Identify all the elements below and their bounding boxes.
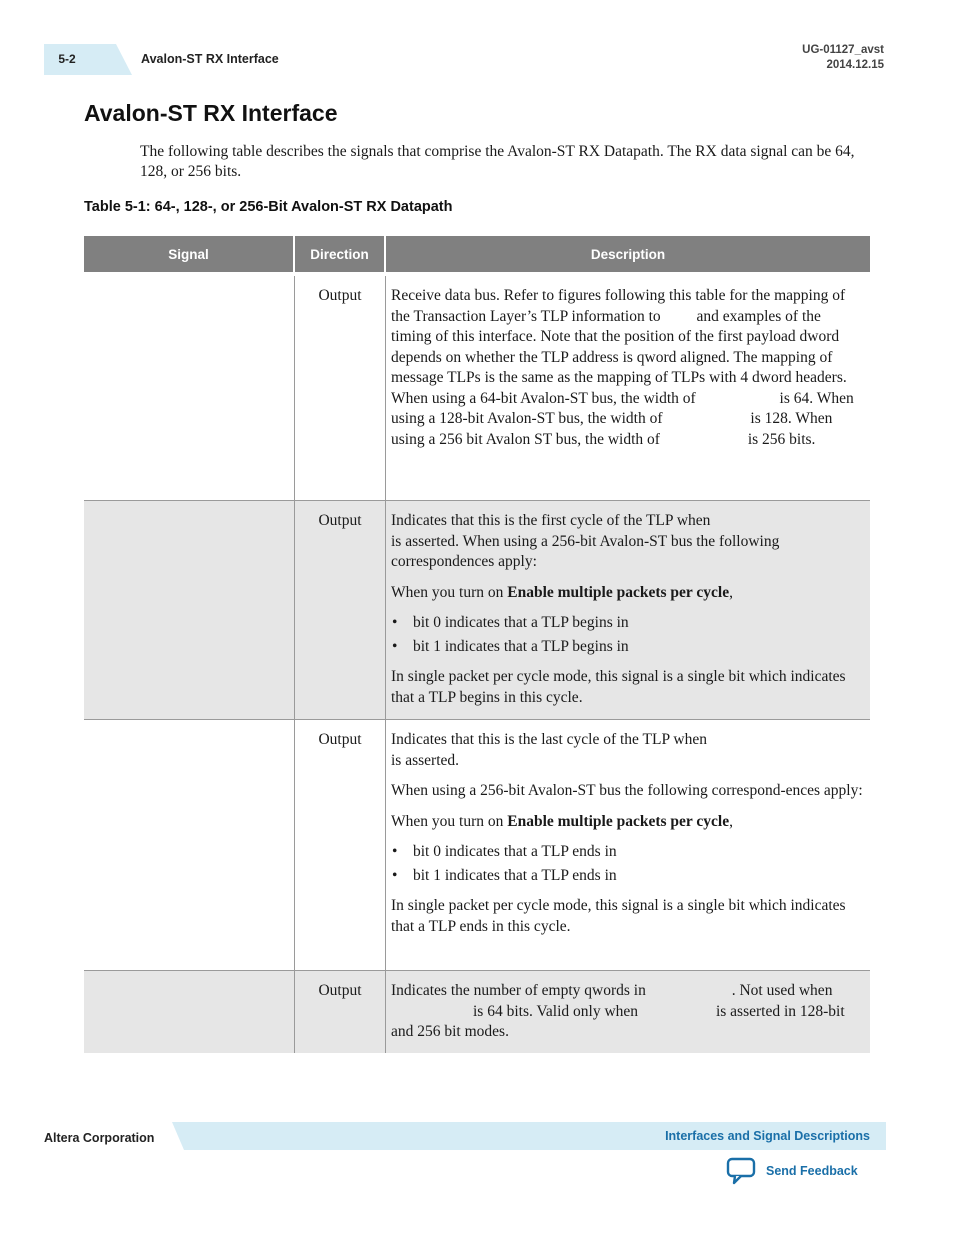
column-header-direction: Direction: [295, 236, 386, 272]
column-header-description: Description: [590, 246, 666, 262]
table-row: [84, 971, 870, 1053]
footer-company: Altera Corporation: [44, 1131, 155, 1145]
direction-cell: Output: [295, 971, 386, 1053]
column-header-signal: Signal: [84, 236, 295, 272]
intro-paragraph: The following table describes the signals that comprise the Avalon-ST RX Datapath. The RX data signal can be 64, 128, or 256 bits.: [140, 143, 855, 180]
bullet-list: [391, 613, 864, 657]
footer-section-link[interactable]: Interfaces and Signal Descriptions: [665, 1129, 870, 1143]
list-item: • bit 1 indicates that a TLP ends in: [391, 866, 864, 887]
table-row: [84, 276, 870, 501]
description-text: When using a 256-bit Avalon-ST bus the following correspond-ences apply:: [391, 782, 863, 799]
signal-cell: [84, 971, 295, 1053]
list-item: • bit 0 indicates that a TLP begins in: [391, 613, 864, 634]
table-row: [84, 501, 870, 720]
signal-cell: [84, 720, 295, 970]
list-item: • bit 0 indicates that a TLP ends in: [391, 842, 864, 863]
direction-cell: Output: [295, 720, 386, 970]
description-cell: [386, 276, 870, 500]
description-text: Indicates that this is the first cycle of the TLP when is asserted. When using a 256-bit Avalon-ST bus the following correspondences apply:: [391, 512, 780, 570]
signal-cell: [84, 501, 295, 719]
description-text: When you turn on Enable multiple packets per cycle,: [391, 812, 733, 830]
page-number: 5-2: [58, 52, 76, 66]
description-cell: [386, 971, 870, 1053]
page-title: Avalon-ST RX Interface: [84, 100, 338, 126]
signal-cell: [84, 276, 295, 500]
description-cell: [386, 501, 870, 719]
list-item: • bit 1 indicates that a TLP begins in: [391, 637, 864, 658]
description-text: Receive data bus. Refer to figures following this table for the mapping of the Transaction Layer’s TLP information to and examples of the timing of this interface. Note that the position of the first payload dword depends on whether the TLP address is qword aligned. The mapping of message TLPs is the same as the mapping of TLPs with 4 dword headers. When using a 64-bit Avalon-ST bus, the width of is 64. When using a 128-bit Avalon-ST bus, the width of is 128. When using a 256 bit Avalon ST bus, the width of is 256 bits.: [391, 287, 854, 448]
description-text: When you turn on Enable multiple packets per cycle,: [391, 583, 733, 601]
send-feedback-label[interactable]: Send Feedback: [766, 1164, 858, 1178]
table-header-row: [84, 236, 870, 272]
send-feedback-link[interactable]: [726, 1156, 858, 1186]
header-section-title: Avalon-ST RX Interface: [141, 52, 279, 66]
description-text: Indicates that this is the last cycle of the TLP when is asserted.: [391, 731, 707, 769]
description-text: In single packet per cycle mode, this signal is a single bit which indicates that a TLP ends in this cycle.: [391, 897, 846, 935]
bullet-list: [391, 842, 864, 886]
signal-table: [84, 236, 870, 1053]
description-cell: [386, 720, 870, 970]
description-text: In single packet per cycle mode, this signal is a single bit which indicates that a TLP begins in this cycle.: [391, 668, 846, 706]
document-id: UG-01127_avst: [802, 44, 884, 56]
document-date: 2014.12.15: [826, 59, 884, 71]
table-row: [84, 720, 870, 971]
document-id-block: [802, 43, 884, 73]
table-caption: Table 5-1: 64-, 128-, or 256-Bit Avalon-ST RX Datapath: [84, 199, 453, 215]
speech-bubble-icon: [726, 1157, 756, 1185]
direction-cell: Output: [295, 501, 386, 719]
direction-cell: Output: [295, 276, 386, 500]
description-text: Indicates the number of empty qwords in . Not used when is 64 bits. Valid only when is asserted in 128-bit and 256 bit modes.: [391, 982, 845, 1040]
